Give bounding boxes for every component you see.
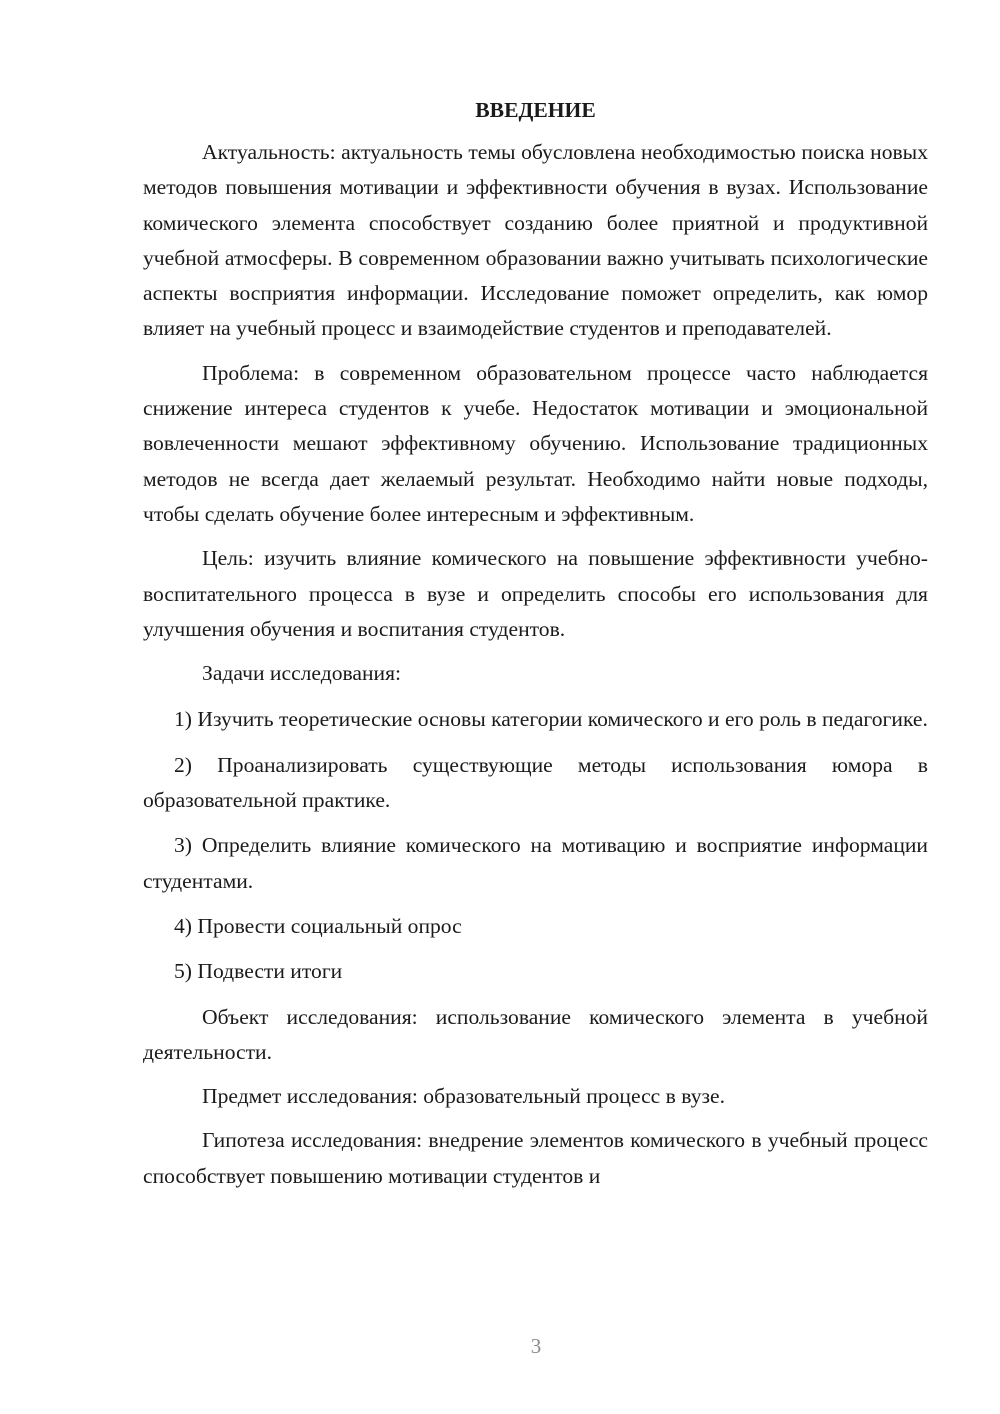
list-item: 1) Изучить теоретические основы категории комического и его роль в педагогике.	[174, 707, 928, 732]
paragraph-problem: Проблема: в современном образовательном процессе часто наблюдается снижение интереса студентов к учебе. Недостаток мотивации и эмоциональной вовлеченности мешают эффективному обучению. Использование традиционных методов не всегда дает желаемый результат. Необходимо найти новые подходы, чтобы сделать обучение более интересным и эффективным.	[143, 360, 928, 526]
paragraph-goal: Цель: изучить влияние комического на повышение эффективности учебно-воспитательного процесса в вузе и определить способы его использования для улучшения обучения и воспитания студентов.	[143, 546, 928, 641]
document-page	[143, 95, 928, 1203]
paragraph-relevance: Актуальность: актуальность темы обусловлена необходимостью поиска новых методов повышения мотивации и эффективности обучения в вузах. Использование комического элемента способствует созданию более приятной и продуктивной учебной атмосферы. В современном образовании важно учитывать психологические аспекты восприятия информации. Исследование поможет определить, как юмор влияет на учебный процесс и взаимодействие студентов и преподавателей.	[143, 140, 928, 341]
list-item: 3) Определить влияние комического на мотивацию и восприятие информации студентами.	[143, 833, 928, 893]
paragraph-object: Объект исследования: использование комического элемента в учебной деятельности.	[143, 1004, 928, 1064]
list-item: 5) Подвести итоги	[174, 959, 343, 984]
tasks-heading: Задачи исследования:	[202, 661, 402, 686]
paragraph-hypothesis: Гипотеза исследования: внедрение элементов комического в учебный процесс способствует повышению мотивации студентов и	[143, 1128, 928, 1188]
list-item: 4) Провести социальный опрос	[174, 913, 462, 938]
page-title: ВВЕДЕНИЕ	[475, 98, 596, 122]
page-number: 3	[530, 1334, 542, 1358]
list-item: 2) Проанализировать существующие методы использования юмора в образовательной практике.	[143, 752, 928, 813]
paragraph-subject: Предмет исследования: образовательный процесс в вузе.	[202, 1084, 726, 1109]
tasks-list	[143, 702, 928, 989]
